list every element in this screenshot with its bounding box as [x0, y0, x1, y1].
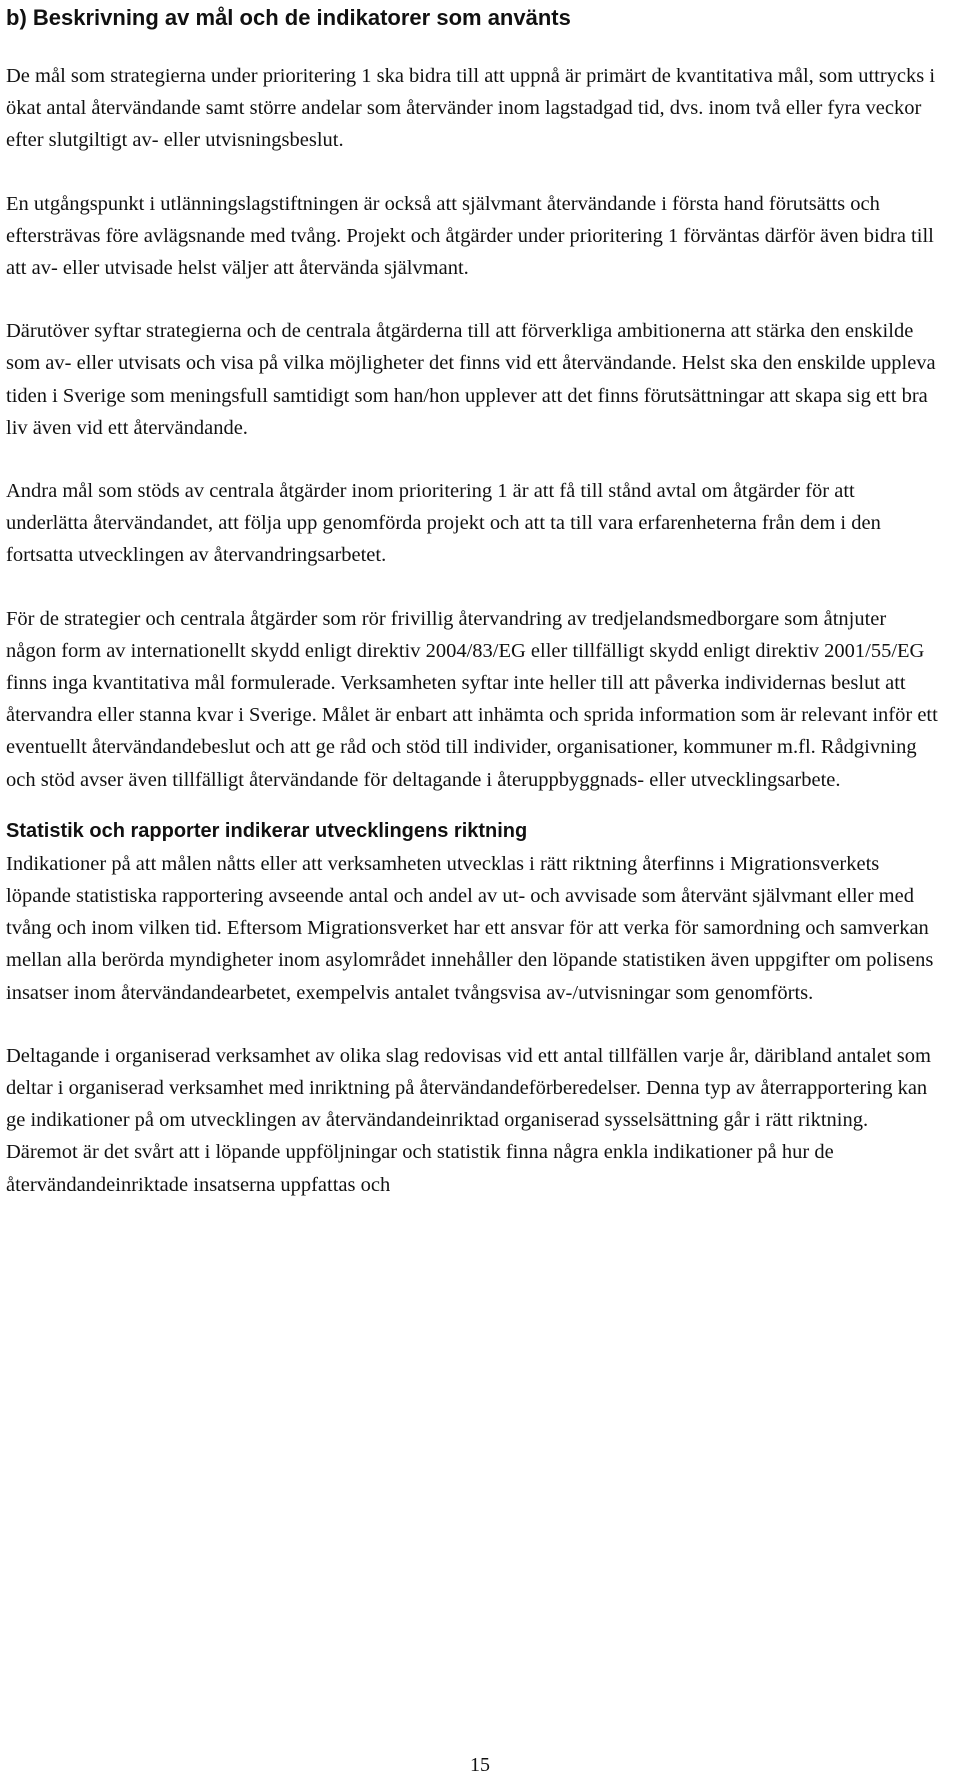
subsection-heading: Statistik och rapporter indikerar utvecklingens riktning [6, 819, 528, 842]
paragraph-voluntary-repatriation: För de strategier och centrala åtgärder som rör frivillig återvandring av tredjelandsmedborgare som åtnjuter någon form av internationellt skydd enligt direktiv 2004/83/EG eller tillfälligt skydd enligt direktiv 2001/55/EG finns inga kvantitativa mål formulerade. Verksamheten syftar inte heller till att påverka individernas beslut att återvandra eller stanna kvar i Sverige. Målet är enbart att inhämta och sprida information som är relevant inför ett eventuellt återvändandebeslut och att ge råd och stöd till individer, organisationer, kommuner m.fl. Rådgivning och stöd avser även tillfälligt återvändande för deltagande i återuppbyggnads- eller utvecklingsarbete. [6, 607, 938, 791]
page-number [0, 1752, 960, 1778]
paragraph-quantitative-goals: De mål som strategierna under prioritering 1 ska bidra till att uppnå är primärt de kvantitativa mål, som uttrycks i ökat antal återvändande samt större andelar som återvänder inom lagstadgad tid, dvs. inom två eller fyra veckor efter slutgiltigt av- eller utvisningsbeslut. [6, 65, 936, 152]
paragraph-voluntary-return: En utgångspunkt i utlänningslagstiftningen är också att självmant återvändande i första hand förutsätts och eftersträvas före avlägsnande med tvång. Projekt och åtgärder under prioritering 1 förväntas därför även bidra till att av- eller utvisade helst väljer att återvända självmant. [6, 192, 934, 280]
paragraph-statistics-indications: Indikationer på att målen nåtts eller att verksamheten utvecklas i rätt riktning återfinns i Migrationsverkets löpande statistiska rapportering avseende antal och andel av ut- och avvisade som återvänt självmant eller med tvång och inom vilken tid. Eftersom Migrationsverket har ett ansvar för att verka för samordning och samverkan mellan alla berörda myndigheter inom asylområdet innehåller den löpande statistiken även uppgifter om polisens insatser inom återvändandearbetet, exempelvis antalet tvångsvisa av-/utvisningar som genomförts. [6, 852, 934, 1004]
page-number-text: 15 [470, 1754, 490, 1776]
paragraph-organised-activities: Deltagande i organiserad verksamhet av olika slag redovisas vid ett antal tillfällen varje år, däribland antalet som deltar i organiserad verksamhet med inriktning på återvändandeförberedelser. Denna typ av återrapportering kan ge indikationer på om utvecklingen av återvändandeinriktad organiserad sysselsättning går i rätt riktning. Däremot är det svårt att i löpande uppföljningar och statistik finna några enkla indikationer på hur de återvändandeinriktade insatserna uppfattas och [6, 1044, 931, 1196]
section-heading: b) Beskrivning av mål och de indikatorer som använts [6, 5, 571, 30]
paragraph-strengthen-individual: Därutöver syftar strategierna och de centrala åtgärderna till att förverkliga ambitionerna att stärka den enskilde som av- eller utvisats och visa på vilka möjligheter det finns vid ett återvändande. Helst ska den enskilde uppleva tiden i Sverige som meningsfull samtidigt som han/hon upplever att det finns förutsättningar att skapa sig ett bra liv även vid ett återvändande. [6, 320, 936, 439]
paragraph-other-goals: Andra mål som stöds av centrala åtgärder inom prioritering 1 är att få till stånd avtal om åtgärder för att underlätta återvändandet, att följa upp genomförda projekt och att ta till vara erfarenheterna från dem i den fortsatta utvecklingen av återvandringsarbetet. [6, 480, 881, 567]
